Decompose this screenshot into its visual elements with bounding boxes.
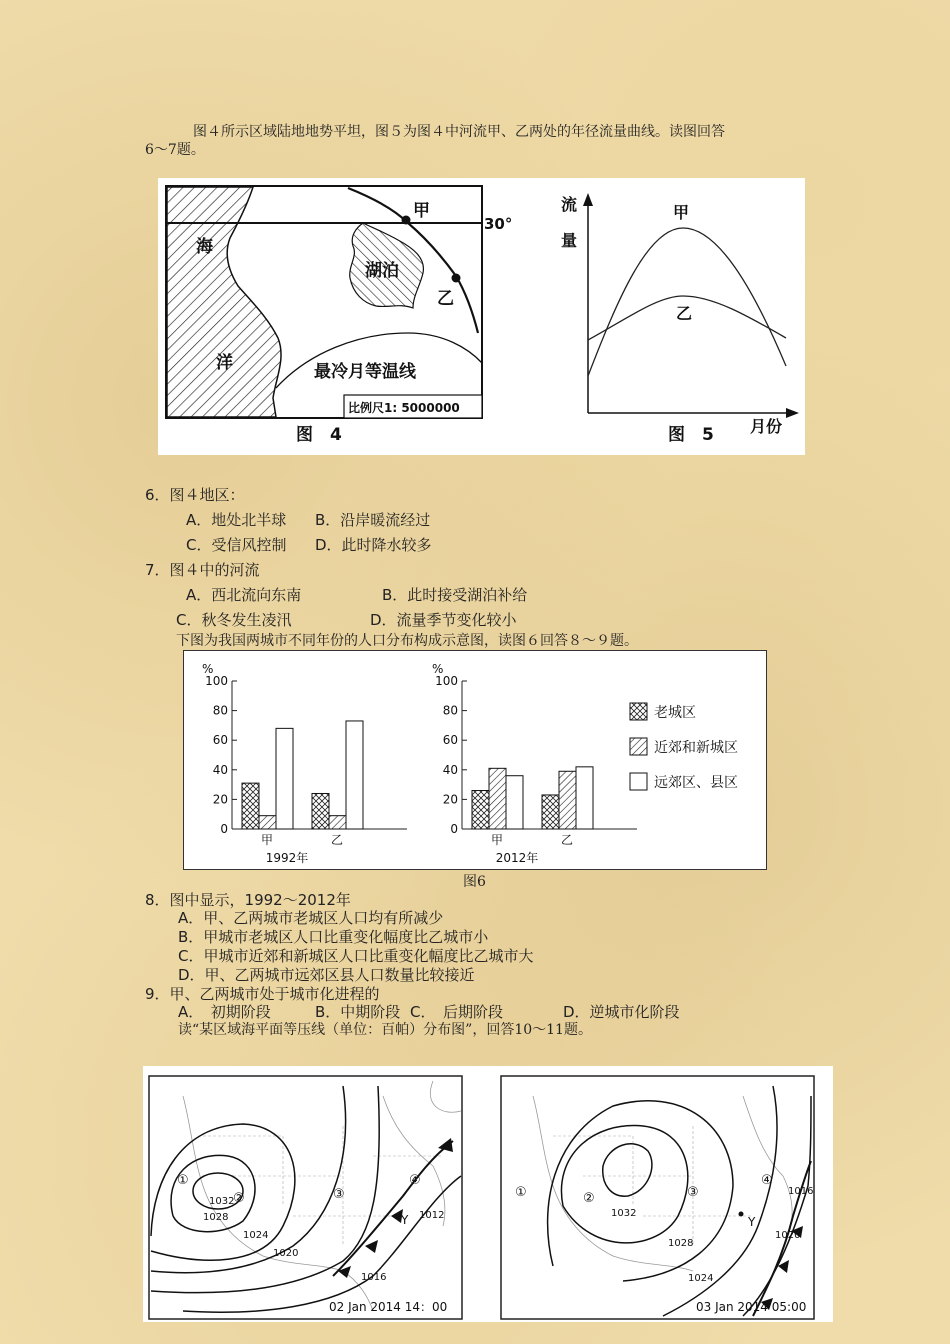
chart6-ytick-label: 20 — [212, 792, 228, 807]
q9-stem: 9．甲、乙两城市处于城市化进程的 — [145, 985, 380, 1003]
chart6-ytick-label: 40 — [442, 762, 458, 777]
right-point-2: ② — [583, 1191, 595, 1206]
chart6-category-label: 甲 — [260, 833, 274, 847]
chart6-legend-swatch — [630, 773, 647, 790]
right-isobar-label-1016: 1016 — [788, 1186, 814, 1197]
q8-stem: 8．图中显示，1992～2012年 — [145, 891, 351, 909]
left-isobar-label-1024: 1024 — [243, 1230, 269, 1241]
point-jia — [402, 216, 411, 225]
sea-char-2: 洋 — [216, 353, 233, 373]
figure-4-caption: 图 4 — [296, 425, 342, 445]
intro-text-line1: 图４所示区域陆地地势平坦，图５为图４中河流甲、乙两处的年径流量曲线。读图回答 — [193, 124, 725, 140]
intro-text-2: 下图为我国两城市不同年份的人口分布构成示意图，读图６回答８～９题。 — [176, 633, 638, 649]
chart6-year-label: 2012年 — [495, 851, 539, 865]
left-isobar-label-1028: 1028 — [203, 1212, 229, 1223]
chart6-ytick-label: 80 — [442, 703, 458, 718]
q6-option-c: C．受信风控制 — [186, 536, 287, 554]
point-jia-label: 甲 — [413, 201, 430, 221]
map-left — [149, 1076, 462, 1319]
map-right — [501, 1076, 814, 1319]
q9-option-a: A． 初期阶段 — [178, 1003, 271, 1021]
chart6-bar — [312, 793, 329, 829]
left-isobar-label-1020: 1020 — [273, 1248, 299, 1259]
left-isobar-label-1016: 1016 — [361, 1272, 387, 1283]
chart6-ytick-label: 100 — [205, 674, 228, 688]
right-point-3: ③ — [687, 1185, 699, 1200]
chart6-bar — [276, 728, 293, 829]
chart6-bar — [242, 783, 259, 829]
chart6-ytick-label: 80 — [212, 703, 228, 718]
chart6-ytick-label: 60 — [212, 733, 228, 748]
figure-5-chart — [561, 193, 799, 445]
chart6-legend-label: 远郊区、县区 — [654, 775, 738, 791]
right-point-4: ④ — [761, 1173, 773, 1188]
left-timestamp: 02 Jan 2014 14：00 — [329, 1300, 448, 1314]
figure-6-caption: 图6 — [463, 874, 486, 890]
figure-4-5-panel — [158, 178, 805, 455]
chart6-ylabel: % — [432, 662, 444, 676]
point-yi-label: 乙 — [437, 289, 454, 309]
chart6-bar — [329, 816, 346, 829]
chart6-bar — [542, 795, 559, 829]
figure-5-caption: 图 5 — [668, 425, 714, 445]
isotherm-label: 最冷月等温线 — [314, 362, 416, 382]
scale-label: 比例尺1: 5000000 — [348, 401, 460, 415]
chart6-category-label: 甲 — [490, 833, 504, 847]
chart6-category-label: 乙 — [560, 833, 574, 847]
q7-option-d: D．流量季节变化较小 — [370, 611, 517, 629]
left-point-1: ① — [177, 1173, 189, 1188]
q7-option-c: C．秋冬发生凌汛 — [176, 611, 292, 629]
left-point-2: ② — [233, 1191, 245, 1206]
right-isobar-label-1032: 1032 — [611, 1208, 637, 1219]
curve-yi-label: 乙 — [676, 304, 693, 323]
right-point-y: Y — [748, 1215, 756, 1229]
figure-4-map — [166, 186, 512, 445]
chart6-bar — [559, 771, 576, 829]
right-isobar-label-1020: 1020 — [775, 1230, 801, 1241]
chart6-legend-swatch — [630, 703, 647, 720]
chart6-ytick-label: 100 — [435, 674, 458, 688]
chart6-legend-label: 近郊和新城区 — [654, 740, 738, 756]
q7-option-b: B．此时接受湖泊补给 — [382, 586, 528, 604]
left-point-y: Y — [401, 1213, 409, 1227]
intro-text-line2: 6～7题。 — [145, 142, 205, 158]
chart6-ytick-label: 60 — [442, 733, 458, 748]
point-yi — [452, 274, 461, 283]
chart6-ytick-label: 0 — [450, 822, 458, 836]
left-point-3: ③ — [333, 1187, 345, 1202]
curve-jia — [588, 228, 786, 376]
chart6-legend-swatch — [630, 738, 647, 755]
chart6-bar — [346, 721, 363, 829]
chart6-legend-label: 老城区 — [654, 705, 696, 721]
q6-stem: 6．图４地区： — [145, 486, 245, 504]
chart6-bar — [506, 776, 523, 829]
q8-option-d: D．甲、乙两城市远郊区县人口数量比较接近 — [178, 966, 475, 984]
latitude-label: 30° — [484, 215, 513, 233]
right-timestamp: 03 Jan 2014 05:00 — [696, 1300, 807, 1314]
right-isobar-label-1028: 1028 — [668, 1238, 694, 1249]
right-point-1: ① — [515, 1185, 527, 1200]
q9-option-b: B．中期阶段 — [315, 1003, 401, 1021]
right-isobar-label-1024: 1024 — [688, 1273, 714, 1284]
q9-option-c: C． 后期阶段 — [410, 1003, 503, 1021]
q7-stem: 7．图４中的河流 — [145, 561, 260, 579]
chart6-bar — [489, 768, 506, 829]
chart6-year-label: 1992年 — [265, 851, 309, 865]
chart6-bar — [259, 816, 276, 829]
q8-option-b: B．甲城市老城区人口比重变化幅度比乙城市小 — [178, 928, 489, 946]
fig5-ylabel-2: 量 — [561, 231, 578, 250]
fig5-xlabel: 月份 — [750, 417, 783, 436]
pressure-maps-panel — [143, 1066, 833, 1322]
q7-option-a: A．西北流向东南 — [186, 586, 302, 604]
chart6-bar — [576, 767, 593, 829]
q6-option-a: A．地处北半球 — [186, 511, 287, 529]
sea-char-1: 海 — [196, 237, 213, 257]
curve-jia-label: 甲 — [673, 203, 690, 222]
left-point-4: ④ — [409, 1173, 421, 1188]
chart6-ytick-label: 40 — [212, 762, 228, 777]
q9-option-d: D．逆城市化阶段 — [563, 1003, 680, 1021]
q8-option-a: A．甲、乙两城市老城区人口均有所减少 — [178, 909, 444, 927]
fig5-ylabel-1: 流 — [561, 195, 578, 214]
intro-text-3: 读“某区域海平面等压线（单位：百帕）分布图”，回答10～11题。 — [178, 1022, 592, 1038]
chart6-ylabel: % — [202, 662, 214, 676]
chart6-ytick-label: 20 — [442, 792, 458, 807]
figure-6-panel — [183, 650, 767, 870]
q8-option-c: C．甲城市近郊和新城区人口比重变化幅度比乙城市大 — [178, 947, 534, 965]
chart6-bar — [472, 791, 489, 829]
chart6-ytick-label: 0 — [220, 822, 228, 836]
left-isobar-label-1012: 1012 — [419, 1210, 445, 1221]
q6-option-d: D．此时降水较多 — [315, 536, 432, 554]
chart6-category-label: 乙 — [330, 833, 344, 847]
left-isobar-label-1032: 1032 — [209, 1196, 235, 1207]
q6-option-b: B．沿岸暖流经过 — [315, 511, 431, 529]
lake-label: 湖泊 — [365, 261, 399, 281]
